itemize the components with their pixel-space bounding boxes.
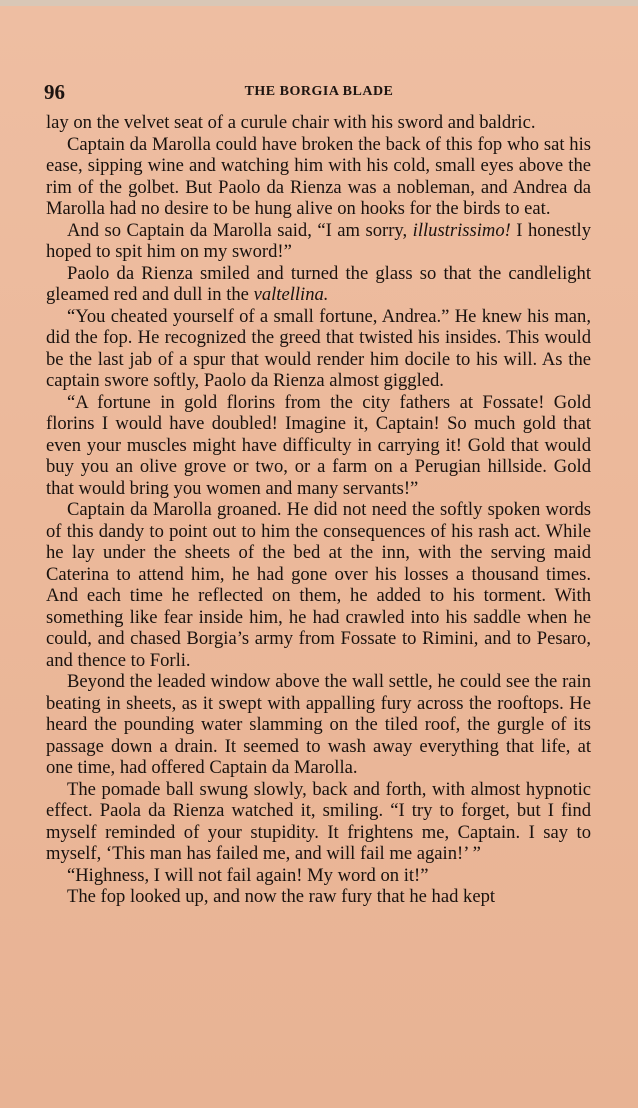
paragraph <box>46 220 591 263</box>
italic-text: illustrissimo! <box>412 219 511 241</box>
text-segment: lay on the velvet seat of a curule chair with his sword and baldric. <box>46 112 536 133</box>
running-title: THE BORGIA BLADE <box>244 84 394 99</box>
paragraph <box>46 499 591 671</box>
paragraph <box>46 779 591 865</box>
text-segment: “You cheated yourself of a small fortune, Andrea.” He knew his man, did the fop. He recognized the greed that twisted his insides. This would be the last jab of a spur that would render him docile to his will. As the captain swore softly, Paolo da Rienza almost giggled. <box>46 305 591 391</box>
page-header <box>44 80 594 104</box>
text-segment: Paolo da Rienza smiled and turned the glass so that the candlelight gleamed red and dull in the <box>46 262 591 305</box>
italic-text: valtellina. <box>253 284 329 305</box>
paragraph <box>46 112 591 134</box>
text-segment: Captain da Marolla could have broken the back of this fop who sat his ease, sipping wine and watching him with his cold, small eyes above the rim of the golbet. But Paolo da Rienza was a nobleman, and Andrea da Marolla had no desire to be hung alive on hooks for the birds to eat. <box>46 133 591 219</box>
text-segment: And so Captain da Marolla said, “I am sorry, <box>67 219 413 241</box>
text-segment: I honestly hoped to spit him on my sword!” <box>46 219 591 262</box>
body-text <box>46 112 591 908</box>
paragraph <box>46 263 591 306</box>
paragraph <box>46 671 591 779</box>
text-segment: Beyond the leaded window above the wall settle, he could see the rain beating in sheets, as it swept with appalling fury across the rooftops. He heard the pounding water slamming on the tiled roof, the gurgle of its passage down a drain. It seemed to wash away everything that life, at one time, had offered Captain da Marolla. <box>46 671 591 778</box>
paragraph <box>46 886 591 908</box>
paragraph <box>46 134 591 220</box>
paragraph <box>46 865 591 887</box>
text-segment: The pomade ball swung slowly, back and forth, with almost hypnotic effect. Paola da Rienza watched it, smiling. “I try to forget, but I find myself reminded of your stupidity. It frightens me, Captain. I say to myself, ‘This man has failed me, and will fail me again!’ ” <box>46 778 591 864</box>
text-segment: Captain da Marolla groaned. He did not need the softly spoken words of this dandy to point out to him the consequences of his rash act. While he lay under the sheets of the bed at the inn, with the serving maid Caterina to attend him, he had gone over his losses a thousand times. And each time he reflected on them, he added to his torment. With something like fear inside him, he had crawled into his saddle when he could, and chased Borgia’s army from Fossate to Rimini, and to Pesaro, and thence to Forli. <box>46 499 591 671</box>
page-number: 96 <box>44 80 65 104</box>
text-segment: The fop looked up, and now the raw fury that he had kept <box>67 886 496 907</box>
paragraph <box>46 392 591 500</box>
text-segment: “Highness, I will not fail again! My word on it!” <box>67 864 429 886</box>
text-segment: “A fortune in gold florins from the city fathers at Fossate! Gold florins I would have doubled! Imagine it, Captain! So much gold that even your muscles might have difficulty in carrying it! Gold that would buy you an olive grove or two, or a farm on a Perugian hillside. Gold that would bring you women and many servants!” <box>46 391 591 499</box>
paragraph <box>46 306 591 392</box>
